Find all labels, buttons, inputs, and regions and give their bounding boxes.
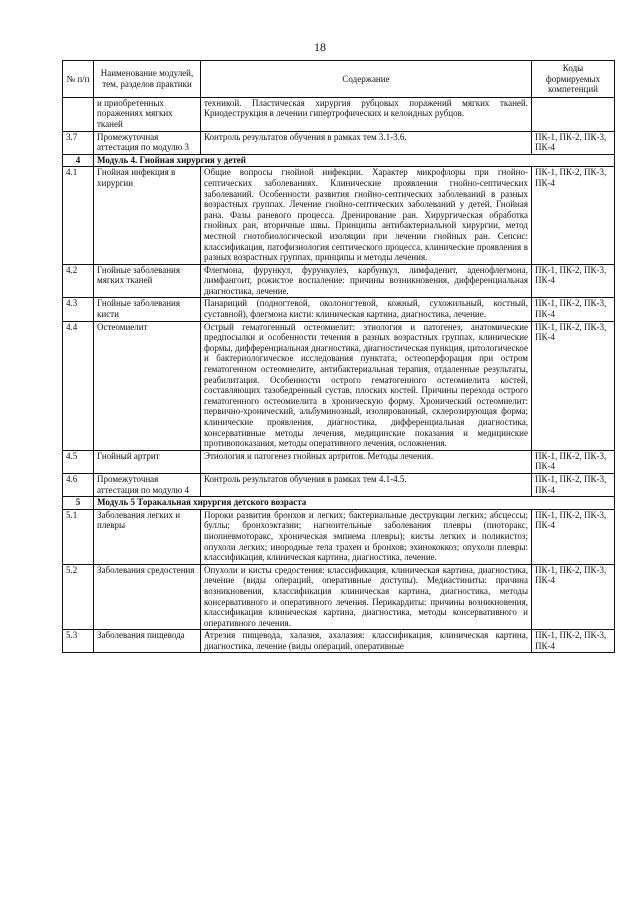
row-num: 4.4 xyxy=(63,321,94,450)
row-content: Контроль результатов обучения в рамках тем 4.1-4.5. xyxy=(201,473,532,496)
curriculum-table xyxy=(62,60,615,653)
table-row xyxy=(63,564,615,630)
row-num: 5.1 xyxy=(63,509,94,564)
row-name: Гнойные заболевания мягких тканей xyxy=(94,264,201,298)
table-body xyxy=(63,97,615,653)
row-content: Общие вопросы гнойной инфекции. Характер микрофлоры при гнойно-септических заболеваниях. Клинические проявления гнойно-септических заболеваний. Особенности развития гнойно-септических заболеваний в разных возрастных группах. Лечение гнойно-септических заболеваний у детей. Гнойная рана. Фазы раневого процесса. Дренирование ран. Хирургическая обработка гнойных ран, вторичные швы. Принципы антибактериальной хирургии, метод местной гнотобиологической изоляции при лечении гнойных ран. Сепсис: классификация, патофизиология септического процесса, клинические проявления в разных возрастных группах, принципы и методы лечения. xyxy=(201,167,532,264)
row-num: 4.5 xyxy=(63,450,94,473)
row-num: 5.3 xyxy=(63,630,94,653)
row-content: Острый гематогенный остеомиелит: этиология и патогенез, анатомические предпосылки и особенности течения в разных возрастных группах, клинические формы, дифференциальная диагностика, диагностическая пункция, цитологическое и бактериологическое исследования пунктата, остеоперфорация при остром гематогенном остеомиелите, антибактериальная терапия, отдаленные результаты, реабилитация. Особенности острого гематогенного остеомиелита костей, составляющих тазобедренный сустав, плоских костей. Причины перехода острого гематогенного остеомиелита в хроническую форму. Хронический остеомиелит: первично-хронический, альбуминозный, изолированный, склерозирующая форма; клинические проявления, диагностика, дифференциальная диагностика, консервативные методы лечения, медицинские показания и медицинские противопоказания, методы оперативного лечения, осложнения. xyxy=(201,321,532,450)
module-num: 4 xyxy=(63,154,94,167)
row-content: Пороки развития бронхов и легких; бактериальные деструкции легких; абсцессы; буллы; бронхоэктазии; нагноительные заболевания плевры (пиоторакс, пиопневмоторакс, хроническая эмпиема плевры); кисты легких и поликистоз; опухоли легких; инородные тела трахеи и бронхов; эхинококкоз; опухоли плевры: классификация, клиническая картина, диагностика, лечение. xyxy=(201,509,532,564)
table-row xyxy=(63,97,615,131)
table-row xyxy=(63,167,615,264)
table-row xyxy=(63,131,615,154)
module-num: 5 xyxy=(63,497,94,510)
row-name: и приобретенных поражениях мягких тканей xyxy=(94,97,201,131)
row-codes: ПК-1, ПК-2, ПК-3, ПК-4 xyxy=(532,564,615,630)
table-row xyxy=(63,264,615,298)
module-row xyxy=(63,497,615,510)
row-content: Панариций (подногтевой, околоногтевой, кожный, сухожильный, костный, суставной), флегмона кисти: клиническая картина, диагностика, лечение. xyxy=(201,298,532,321)
row-name: Гнойная инфекция в хирургии xyxy=(94,167,201,264)
row-codes: ПК-1, ПК-2, ПК-3, ПК-4 xyxy=(532,450,615,473)
row-name: Заболевания пищевода xyxy=(94,630,201,653)
row-content: Флегмона, фурункул, фурункулез, карбункул, лимфаденит, аденофлегмона, лимфангоит, рожистое воспаление: причины возникновения, дифференциальная диагностика, лечение. xyxy=(201,264,532,298)
row-name: Заболевания средостения xyxy=(94,564,201,630)
row-content: Опухоли и кисты средостения: классификация, клиническая картина, диагностика, лечение (виды операций, оперативные доступы). Медиастиниты: причина возникновения, классификация клиническая картина, диагностика, методы консервативного и оперативного лечения. Перикардиты: причины возникновения, классификация клиническая картина, диагностика, методы консервативного и оперативного лечения. xyxy=(201,564,532,630)
row-num: 4.6 xyxy=(63,473,94,496)
table-row xyxy=(63,298,615,321)
row-name: Гнойные заболевания кисти xyxy=(94,298,201,321)
row-codes: ПК-1, ПК-2, ПК-3, ПК-4 xyxy=(532,131,615,154)
row-content: Этиология и патогенез гнойных артритов. Методы лечения. xyxy=(201,450,532,473)
table-row xyxy=(63,321,615,450)
row-codes: ПК-1, ПК-2, ПК-3, ПК-4 xyxy=(532,167,615,264)
row-name: Промежуточная аттестация по модулю 3 xyxy=(94,131,201,154)
row-codes: ПК-1, ПК-2, ПК-3, ПК-4 xyxy=(532,630,615,653)
table-row xyxy=(63,509,615,564)
page-number: 18 xyxy=(314,40,326,54)
row-content: Атрезия пищевода, халазия, ахалазия: классификация, клиническая картина, диагностика, лечение (виды операций, оперативные xyxy=(201,630,532,653)
header-num: № п/п xyxy=(63,61,94,98)
row-num xyxy=(63,97,94,131)
row-content: Контроль результатов обучения в рамках тем 3.1-3.6. xyxy=(201,131,532,154)
row-codes xyxy=(532,97,615,131)
table-header-row xyxy=(63,61,615,98)
row-num: 5.2 xyxy=(63,564,94,630)
header-content: Содержание xyxy=(201,61,532,98)
row-codes: ПК-1, ПК-2, ПК-3, ПК-4 xyxy=(532,321,615,450)
row-num: 3.7 xyxy=(63,131,94,154)
row-content: техникой. Пластическая хирургия рубцовых поражений мягких тканей. Криодеструкция в лечении гипертрофических и келоидных рубцов. xyxy=(201,97,532,131)
row-name: Остеомиелит xyxy=(94,321,201,450)
module-title: Модуль 4. Гнойная хирургия у детей xyxy=(94,154,615,167)
table-row xyxy=(63,630,615,653)
module-title: Модуль 5 Торакальная хирургия детского возраста xyxy=(94,497,615,510)
row-name: Гнойный артрит xyxy=(94,450,201,473)
row-codes: ПК-1, ПК-2, ПК-3, ПК-4 xyxy=(532,264,615,298)
row-num: 4.3 xyxy=(63,298,94,321)
module-row xyxy=(63,154,615,167)
row-name: Заболевания легких и плевры xyxy=(94,509,201,564)
header-name: Наименование модулей, тем, разделов практики xyxy=(94,61,201,98)
row-codes: ПК-1, ПК-2, ПК-3, ПК-4 xyxy=(532,473,615,496)
row-num: 4.2 xyxy=(63,264,94,298)
row-num: 4.1 xyxy=(63,167,94,264)
row-name: Промежуточная аттестация по модулю 4 xyxy=(94,473,201,496)
table-row xyxy=(63,450,615,473)
header-codes: Коды формируемых компетенций xyxy=(532,61,615,98)
table-row xyxy=(63,473,615,496)
row-codes: ПК-1, ПК-2, ПК-3, ПК-4 xyxy=(532,298,615,321)
row-codes: ПК-1, ПК-2, ПК-3, ПК-4 xyxy=(532,509,615,564)
